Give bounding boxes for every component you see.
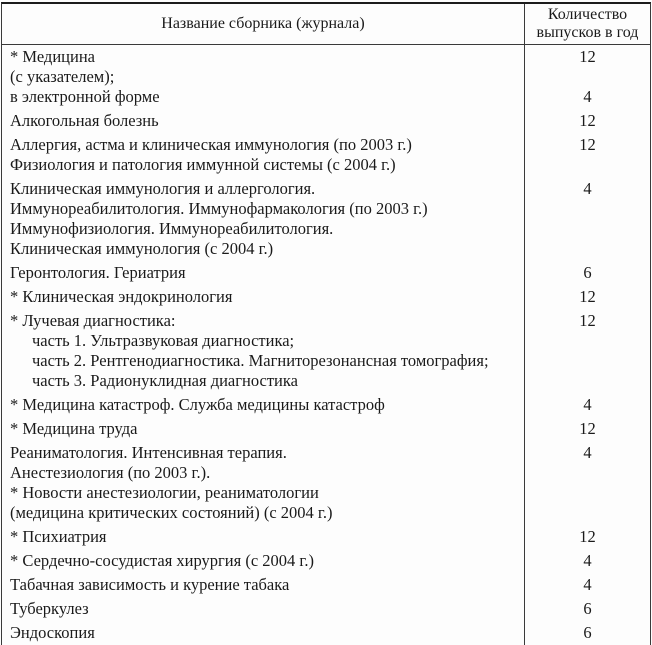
issues-count: 4	[583, 575, 592, 594]
journal-name-cell	[2, 525, 524, 549]
issues-count: 12	[579, 311, 596, 330]
header-issues-per-year	[524, 4, 650, 44]
table-row	[2, 441, 650, 525]
table-row	[2, 177, 650, 261]
journal-name-cell	[2, 441, 524, 525]
issues-count: 6	[583, 599, 592, 618]
journal-title-line: Табачная зависимость и курение табака	[10, 575, 290, 594]
issues-count-cell	[524, 621, 650, 645]
journal-name-cell	[2, 261, 524, 285]
issues-count: 6	[583, 263, 592, 282]
journal-title-line: Иммунофизиология. Иммунореабилитология.	[10, 219, 334, 238]
journal-title-line: Иммунореабилитология. Иммунофармакология (по 2003 г.)	[10, 199, 428, 218]
journal-title-line: Клиническая иммунология (с 2004 г.)	[10, 239, 274, 258]
journal-title-line: * Медицина катастроф. Служба медицины катастроф	[10, 395, 385, 414]
issues-count-cell	[524, 549, 650, 573]
issues-count	[525, 219, 650, 239]
issues-count: 12	[579, 287, 596, 306]
journal-title-line: * Новости анестезиологии, реаниматологии	[10, 483, 319, 502]
issues-count: 4	[583, 179, 592, 198]
issues-count: 12	[579, 527, 596, 546]
journal-title-line: Клиническая иммунология и аллергология.	[10, 179, 316, 198]
table-row	[2, 109, 650, 133]
issues-count-cell	[524, 285, 650, 309]
journal-title-line: Анестезиология (по 2003 г.).	[10, 463, 211, 482]
journal-title-line: Реаниматология. Интенсивная терапия.	[10, 443, 287, 462]
journal-name-cell	[2, 417, 524, 441]
issues-count	[525, 331, 650, 351]
journal-title-line: Аллергия, астма и клиническая иммунология (по 2003 г.)	[10, 135, 412, 154]
table-body	[2, 45, 650, 645]
issues-count: 12	[579, 135, 596, 154]
journal-issues-table	[1, 2, 651, 645]
journal-name-cell	[2, 309, 524, 393]
issues-count	[525, 155, 650, 175]
table-row	[2, 597, 650, 621]
table-header-row	[2, 4, 650, 45]
journal-title-line: (медицина критических состояний) (с 2004 г.)	[10, 503, 333, 522]
issues-count-cell	[524, 45, 650, 109]
journal-name-cell	[2, 177, 524, 261]
table-row	[2, 417, 650, 441]
issues-count-cell	[524, 417, 650, 441]
issues-count	[525, 463, 650, 483]
table-row	[2, 393, 650, 417]
issues-count	[525, 503, 650, 523]
journal-title-line: * Психиатрия	[10, 527, 107, 546]
header-journal-name: Название сборника (журнала)	[161, 15, 365, 32]
issues-count	[525, 483, 650, 503]
issues-count-cell	[524, 393, 650, 417]
journal-title-line: * Клиническая эндокринология	[10, 287, 233, 306]
issues-count: 12	[579, 419, 596, 438]
table-row	[2, 621, 650, 645]
journal-title-line: Алкогольная болезнь	[10, 111, 159, 130]
issues-count-cell	[524, 597, 650, 621]
journal-title-line: * Медицина	[10, 47, 95, 66]
journal-title-line: в электронной форме	[10, 87, 160, 106]
issues-count	[525, 239, 650, 259]
journal-title-line: Эндоскопия	[10, 623, 95, 642]
journal-name-cell	[2, 597, 524, 621]
issues-count	[525, 67, 650, 87]
journal-name-cell	[2, 285, 524, 309]
table-row	[2, 285, 650, 309]
issues-count	[525, 371, 650, 391]
table-row	[2, 45, 650, 109]
journal-title-line: часть 2. Рентгенодиагностика. Магниторезонансная томография;	[32, 351, 489, 370]
journal-name-cell	[2, 621, 524, 645]
journal-title-line: Туберкулез	[10, 599, 89, 618]
journal-title-line: часть 3. Радионуклидная диагностика	[32, 371, 298, 390]
issues-count-cell	[524, 261, 650, 285]
journal-title-line: часть 1. Ультразвуковая диагностика;	[32, 331, 295, 350]
issues-count-cell	[524, 177, 650, 261]
issues-count-cell	[524, 109, 650, 133]
journal-title-line: Физиология и патология иммунной системы (с 2004 г.)	[10, 155, 396, 174]
table-row	[2, 133, 650, 177]
journal-name-cell	[2, 133, 524, 177]
journal-name-cell	[2, 573, 524, 597]
journal-title-line: (с указателем);	[10, 67, 115, 86]
header-issues-line2: выпусков в год	[536, 24, 639, 41]
issues-count: 4	[583, 395, 592, 414]
issues-count-cell	[524, 309, 650, 393]
issues-count-cell	[524, 133, 650, 177]
issues-count: 4	[583, 87, 592, 106]
issues-count: 12	[579, 111, 596, 130]
journal-title-line: Геронтология. Гериатрия	[10, 263, 186, 282]
header-issues-line1: Количество	[547, 6, 628, 23]
table-row	[2, 549, 650, 573]
issues-count: 6	[583, 623, 592, 642]
issues-count: 4	[583, 443, 592, 462]
issues-count-cell	[524, 441, 650, 525]
issues-count: 12	[579, 47, 596, 66]
table-row	[2, 525, 650, 549]
issues-count: 4	[583, 551, 592, 570]
issues-count	[525, 199, 650, 219]
issues-count-cell	[524, 573, 650, 597]
issues-count	[525, 351, 650, 371]
journal-name-cell	[2, 45, 524, 109]
issues-count-cell	[524, 525, 650, 549]
journal-title-line: * Лучевая диагностика:	[10, 311, 176, 330]
journal-name-cell	[2, 109, 524, 133]
journal-name-cell	[2, 549, 524, 573]
journal-title-line: * Сердечно-сосудистая хирургия (с 2004 г.)	[10, 551, 314, 570]
table-row	[2, 573, 650, 597]
table-row	[2, 261, 650, 285]
table-row	[2, 309, 650, 393]
journal-title-line: * Медицина труда	[10, 419, 138, 438]
journal-name-cell	[2, 393, 524, 417]
